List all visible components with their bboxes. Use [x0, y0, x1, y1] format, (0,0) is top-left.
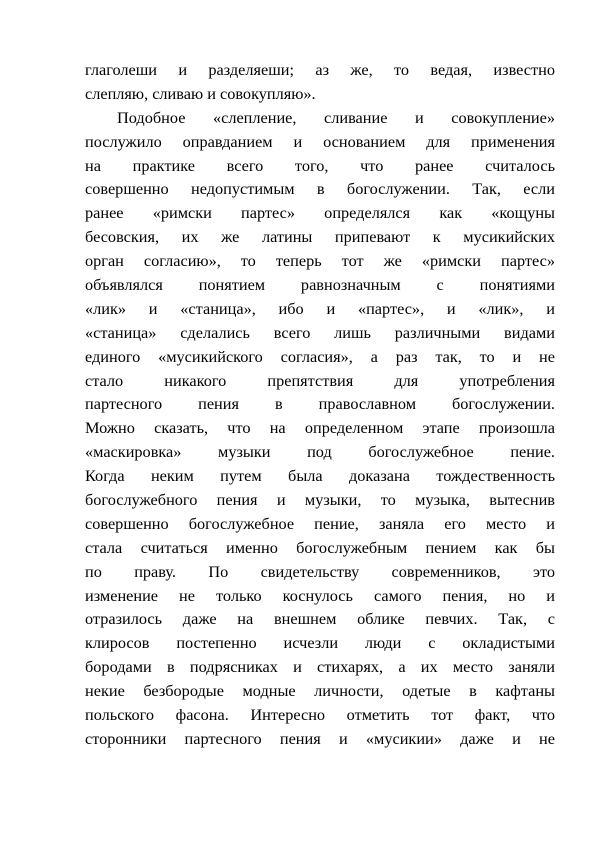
document-page [85, 58, 555, 751]
text-line: глаголеши и разделяеши; аз же, то ведая, известно [85, 60, 555, 79]
text-line: стало никакого препятствия для употребления [85, 370, 555, 390]
text-line: «лик» и «станица», ибо и «партес», и «лик», и [85, 298, 555, 318]
text-line: единого «мусикийского согласия», а раз так, то и не [85, 346, 555, 366]
text-line: отразилось даже на внешнем облике певчих. Так, с [85, 609, 555, 629]
text-line: на практике всего того, что ранее считалось [85, 155, 555, 175]
text-line: бородами в подрясниках и стихарях, а их место заняли [85, 657, 555, 677]
text-line: богослужебного пения и музыки, то музыка, вытеснив [85, 490, 555, 510]
text-line: ранее «римски партес» определялся как «кощуны [85, 203, 555, 223]
text-line: совершенно богослужебное пение, заняла его место и [85, 513, 555, 533]
text-line: совершенно недопустимым в богослужении. Так, если [85, 179, 555, 199]
text-line: бесовския, их же латины припевают к мусикийских [85, 227, 555, 247]
paragraph [85, 106, 555, 751]
text-line: «станица» сделались всего лишь различными видами [85, 322, 555, 342]
text-line: по праву. По свидетельству современников, это [85, 561, 555, 581]
text-line: клиросов постепенно исчезли люди с окладистыми [85, 633, 555, 653]
paragraph [85, 58, 555, 106]
text-line: «маскировка» музыки под богослужебное пение. [85, 442, 555, 462]
text-line: Можно сказать, что на определенном этапе произошла [85, 418, 555, 438]
text-line: изменение не только коснулось самого пения, но и [85, 585, 555, 605]
text-line: орган согласию», то теперь тот же «римски партес» [85, 251, 555, 271]
text-line: слепляю, сливаю и совокупляю». [85, 83, 316, 103]
text-line: некие безбородые модные личности, одетые в кафтаны [85, 681, 555, 701]
text-line: объявлялся понятием равнозначным с понятиями [85, 275, 555, 295]
text-line: стала считаться именно богослужебным пением как бы [85, 537, 555, 557]
text-line: сторонники партесного пения и «мусикии» даже и не [85, 728, 555, 748]
text-line: Когда неким путем была доказана тождественность [85, 466, 555, 486]
text-line: послужило оправданием и основанием для применения [85, 131, 555, 151]
text-line: партесного пения в православном богослужении. [85, 394, 555, 414]
text-line: Подобное «слепление, сливание и совокупление» [117, 107, 555, 127]
text-line: польского фасона. Интересно отметить тот факт, что [85, 705, 555, 725]
